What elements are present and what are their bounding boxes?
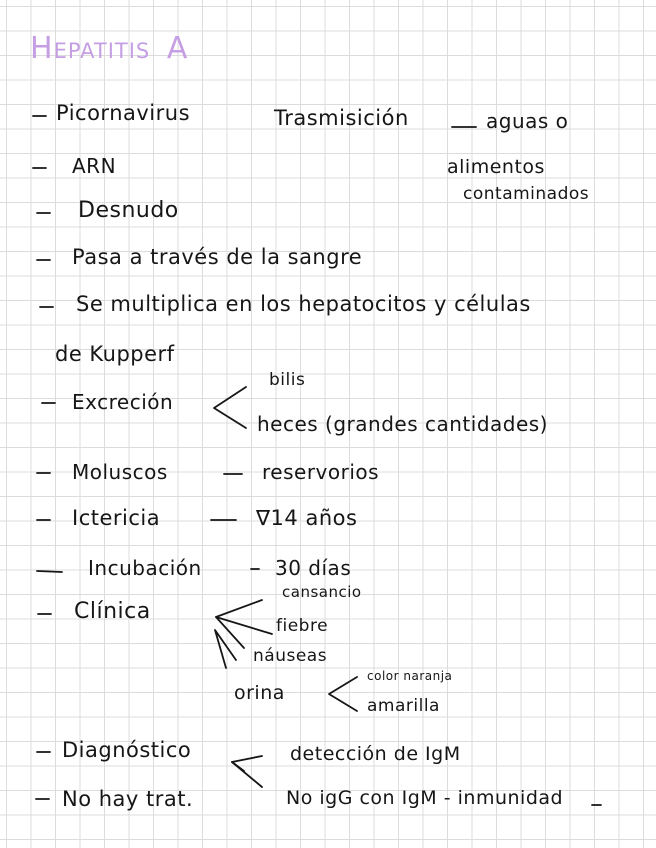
item-kupperf: de Kupperf — [55, 342, 175, 366]
note-orina: orina — [234, 682, 285, 704]
note-heces: heces (grandes cantidades) — [257, 412, 548, 436]
item-multiplica: Se multiplica en los hepatocitos y células — [76, 292, 531, 316]
excrecion-bracket-arrow — [214, 387, 246, 428]
item-arn: ARN — [72, 154, 117, 178]
note-amarilla: amarilla — [367, 696, 440, 716]
note-alimentos: alimentos — [447, 156, 545, 178]
item-sangre: Pasa a través de la sangre — [72, 245, 363, 269]
note-cansancio: cansancio — [282, 583, 362, 601]
title-initial: H — [30, 31, 54, 66]
title-rest: EPATITIS — [53, 39, 151, 63]
bullet-dash — [37, 571, 62, 572]
item-incubacion: Incubación — [88, 556, 202, 580]
note-contaminados: contaminados — [463, 184, 590, 204]
note-trasmision: Trasmisición — [274, 106, 409, 130]
clinica-bracket-arrow-upper — [216, 600, 272, 634]
orina-bracket-arrow — [329, 677, 357, 711]
note-inmunidad: No igG con IgM - inmunidad — [286, 787, 564, 809]
item-diagnostico: Diagnóstico — [62, 738, 192, 762]
title-letter: A — [166, 31, 189, 66]
item-ictericia: Ictericia — [72, 506, 161, 530]
item-no-hay-trat: No hay trat. — [62, 787, 194, 811]
diagnostico-arrow-stem — [232, 762, 262, 787]
note-bilis: bilis — [269, 370, 306, 390]
note-fiebre: fiebre — [276, 616, 329, 636]
note-aguas: aguas o — [486, 109, 569, 133]
note-color-naranja: color naranja — [367, 669, 453, 683]
note-reservorios: reservorios — [262, 460, 380, 484]
note-anos: ∇14 años — [256, 506, 358, 530]
item-picornavirus: Picornavirus — [56, 101, 191, 125]
diagnostico-arrow-head — [232, 756, 262, 771]
item-moluscos: Moluscos — [72, 460, 168, 484]
item-excrecion: Excreción — [72, 390, 174, 414]
item-desnudo: Desnudo — [78, 198, 179, 223]
item-clinica: Clínica — [74, 599, 151, 624]
note-dias: 30 días — [275, 556, 352, 580]
note-igm: detección de IgM — [290, 743, 461, 765]
note-nauseas: náuseas — [253, 646, 328, 666]
